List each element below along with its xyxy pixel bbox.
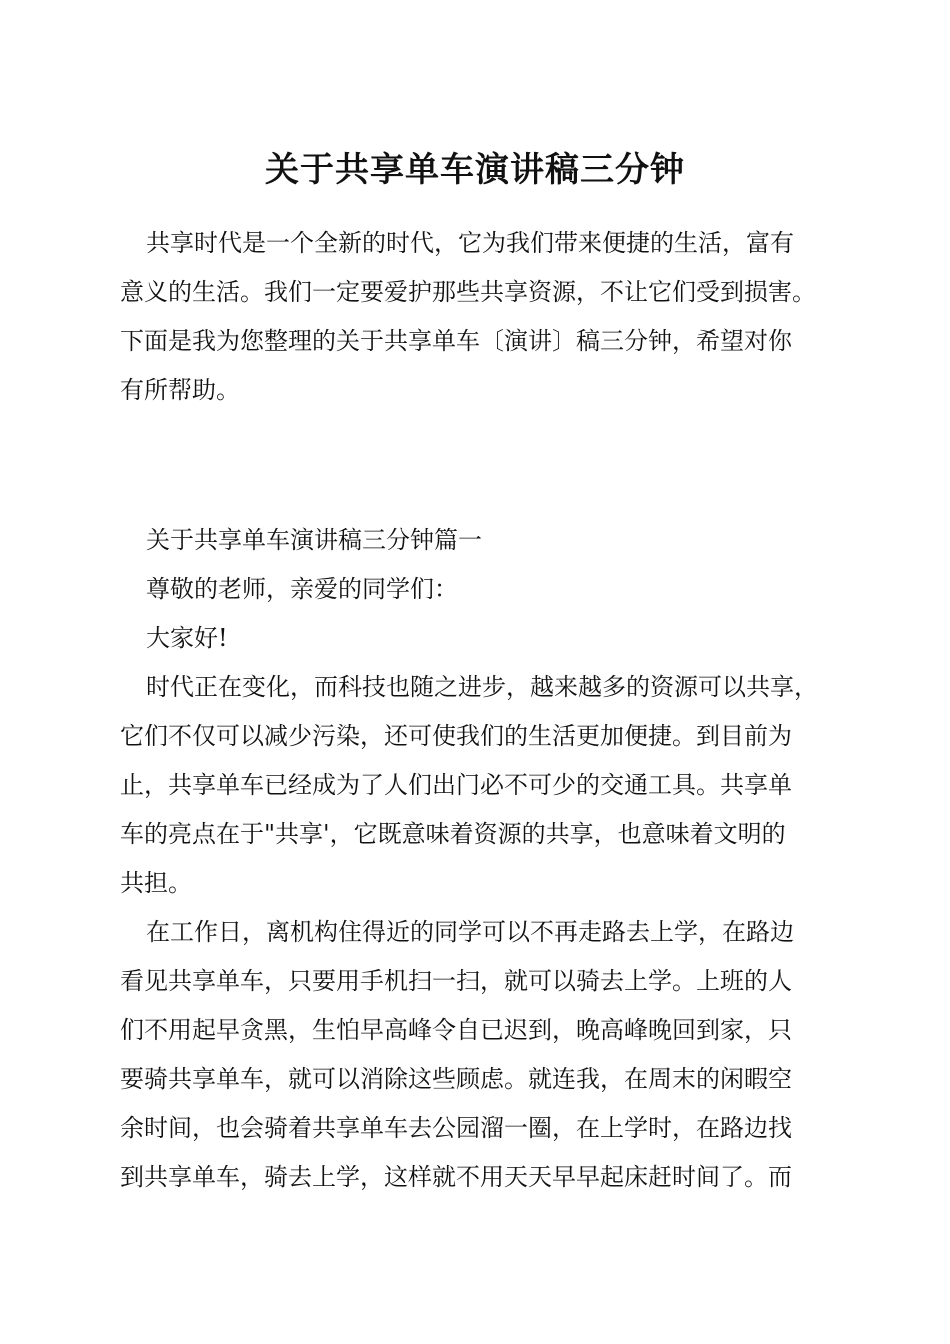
salutation: 尊敬的老师，亲爱的同学们：	[146, 575, 458, 603]
intro-line: 下面是我为您整理的关于共享单车〔演讲〕稿三分钟，希望对你	[120, 327, 792, 355]
intro-line: 共享时代是一个全新的时代，它为我们带来便捷的生活，富有	[146, 229, 794, 257]
intro-line: 意义的生活。我们一定要爱护那些共享资源，不让它们受到损害。	[120, 278, 816, 306]
paragraph-line: 在工作日，离机构住得近的同学可以不再走路去上学，在路边	[146, 918, 794, 946]
greeting: 大家好!	[146, 624, 228, 652]
paragraph-line: 们不用起早贪黑，生怕早高峰令自已迟到，晚高峰晚回到家，只	[120, 1016, 792, 1044]
paragraph-line: 它们不仅可以减少污染，还可使我们的生活更加便捷。到目前为	[120, 722, 792, 750]
section-heading: 关于共享单车演讲稿三分钟篇一	[146, 526, 482, 554]
paragraph-line: 余时间，也会骑着共享单车去公园溜一圈，在上学时，在路边找	[120, 1114, 792, 1142]
paragraph-line: 时代正在变化，而科技也随之进步，越来越多的资源可以共享，	[146, 673, 818, 701]
section-one	[120, 516, 840, 1202]
intro-paragraph	[120, 219, 840, 415]
paragraph-line: 看见共享单车，只要用手机扫一扫，就可以骑去上学。上班的人	[120, 967, 792, 995]
intro-line: 有所帮助。	[120, 376, 240, 404]
paragraph-line: 车的亮点在于"共享'，它既意味着资源的共享，也意味着文明的	[120, 820, 786, 848]
document-title: 关于共享单车演讲稿三分钟	[265, 150, 685, 190]
paragraph-line: 止，共享单车已经成为了人们出门必不可少的交通工具。共享单	[120, 771, 792, 799]
paragraph-line: 到共享单车，骑去上学，这样就不用天天早早起床赶时间了。而	[120, 1163, 792, 1191]
paragraph-line: 共担。	[120, 869, 192, 897]
paragraph-line: 要骑共享单车，就可以消除这些顾虑。就连我，在周末的闲暇空	[120, 1065, 792, 1093]
